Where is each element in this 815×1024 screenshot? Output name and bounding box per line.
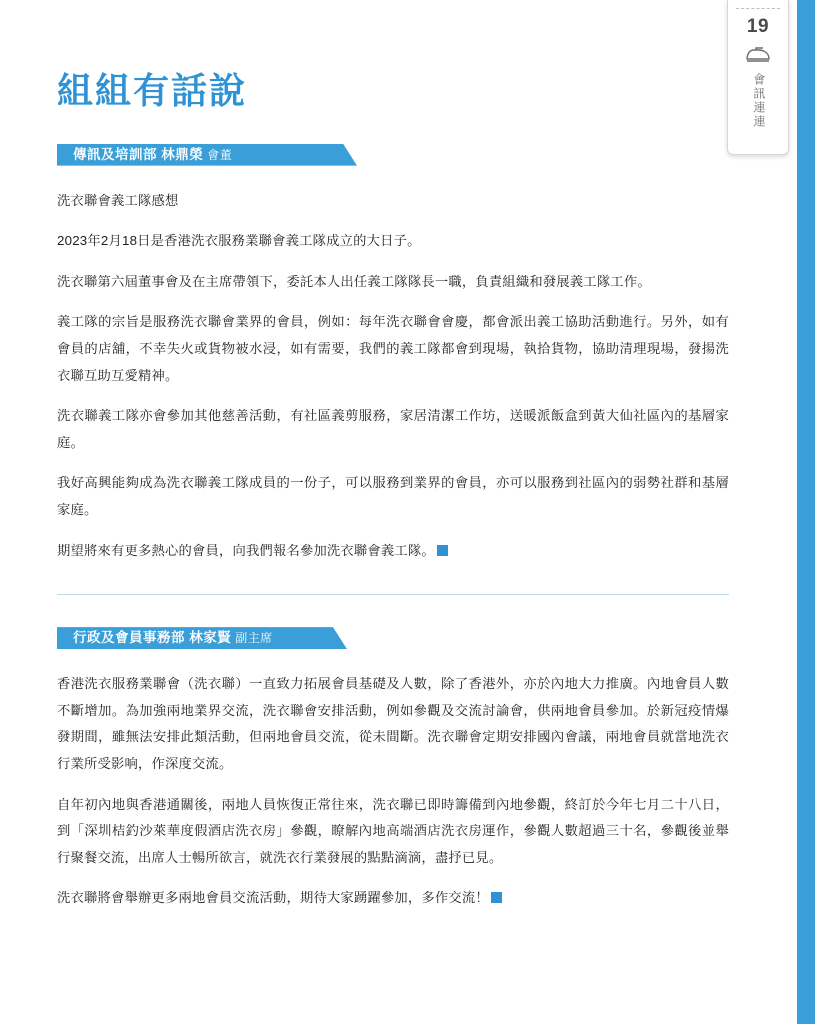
section-1-paragraph-2: 2023年2月18日是香港洗衣服務業聯會義工隊成立的大日子。 [57, 233, 421, 249]
section-1-paragraph-7 [57, 538, 729, 565]
section-2-heading-name: 行政及會員事務部 林家賢 [73, 630, 232, 646]
tab-label: 會訊連連 [751, 73, 766, 129]
section-2 [57, 627, 760, 912]
section-1-paragraph-7-text: 期望將來有更多熱心的會員，向我們報名參加洗衣聯會義工隊。 [57, 542, 435, 558]
page-title: 組組有話說 [57, 71, 248, 112]
section-2-paragraph-3 [57, 885, 729, 912]
section-1-heading-name: 傳訊及培訓部 林鼎榮 [73, 146, 204, 162]
right-edge-decoration [797, 0, 815, 1024]
section-1-heading-ribbon [57, 144, 357, 166]
end-mark-square [437, 545, 448, 556]
section-2-paragraph-1: 香港洗衣服務業聯會（洗衣聯）一直致力拓展會員基礎及人數，除了香港外，亦於內地大力推廣。內地會員人數不斷增加。為加強兩地業界交流，洗衣聯會安排活動，例如參觀及交流討論會，供兩地會員參加。於新冠疫情爆發期間，雖無法安排此類活動，但兩地會員交流，從未間斷。洗衣聯會定期安排國內會議，兩地會員就當地洗衣行業所受影响，作深度交流。 [57, 676, 729, 771]
section-2-paragraph-3-text: 洗衣聯將會舉辦更多兩地會員交流活動，期待大家踴躍參加，多作交流！ [57, 890, 489, 906]
section-divider [57, 594, 729, 595]
section-2-heading-text [57, 627, 347, 649]
section-2-paragraph-2: 自年初內地與香港通關後，兩地人員恢復正常往來，洗衣聯已即時籌備到內地參觀，終訂於今年七月二十八日，到「深圳桔釣沙萊華度假酒店洗衣房」參觀，瞭解內地高端酒店洗衣房運作，參觀人數超過三十名，參觀後並舉行聚餐交流，出席人士暢所欲言，就洗衣行業發展的點點滴滴，盡抒已見。 [57, 796, 729, 865]
section-1-paragraph-5: 洗衣聯義工隊亦會參加其他慈善活動，有社區義剪服務，家居清潔工作坊，送暖派飯盒到黃大仙社區內的基層家庭。 [57, 408, 729, 450]
section-1-heading-role: 會董 [207, 147, 233, 162]
section-1-paragraph-3: 洗衣聯第六屆董事會及在主席帶領下，委託本人出任義工隊隊長一職，負責組織和發展義工隊工作。 [57, 273, 651, 289]
section-2-heading-role: 副主席 [235, 631, 273, 646]
section-1-heading-text [57, 144, 357, 166]
section-1-paragraph-6: 我好高興能夠成為洗衣聯義工隊成員的一份子，可以服務到業界的會員，亦可以服務到社區內的弱勢社群和基層家庭。 [57, 475, 729, 517]
end-mark-square [491, 892, 502, 903]
section-1-paragraph-4: 義工隊的宗旨是服務洗衣聯會業界的會員，例如：每年洗衣聯會會慶，都會派出義工協助活動進行。另外，如有會員的店舖，不幸失火或貨物被水浸，如有需要，我們的義工隊都會到現場，執拾貨物，協助清理現場，發揚洗衣聯互助互愛精神。 [57, 314, 729, 383]
page-number: 19 [746, 16, 770, 37]
section-1-paragraph-1: 洗衣聯會義工隊感想 [57, 192, 179, 208]
section-1 [57, 144, 760, 565]
section-2-heading-ribbon [57, 627, 347, 649]
